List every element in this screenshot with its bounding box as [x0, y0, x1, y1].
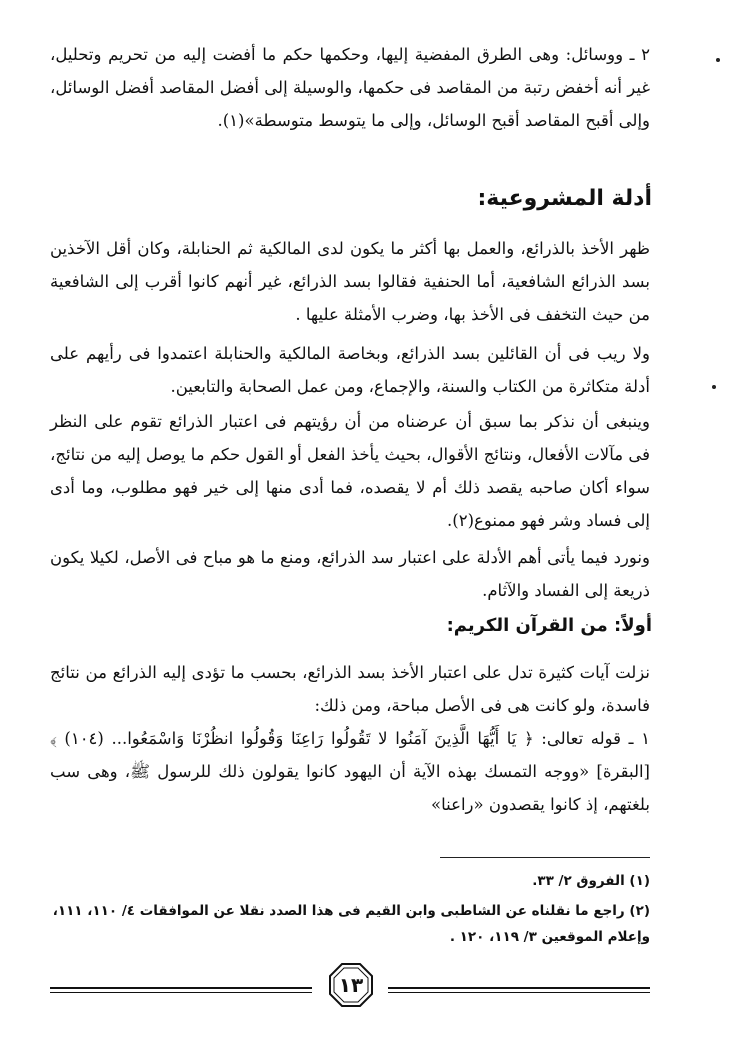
paragraph-wasail: ٢ ـ ووسائل: وهى الطرق المفضية إليها، وحكمها حكم ما أفضت إليه من تحريم وتحليل، غير أنه أخفض رتبة من المقاصد فى حكمها، والوسيلة إلى أفضل المقاصد أفضل الوسائل، وإلى أقبح المقاصد أقبح الوسائل، وإلى ما يتوسط متوسطة»(١).	[50, 45, 650, 130]
footer-rule-left	[50, 987, 312, 989]
footer-rule-right-thin	[388, 992, 650, 993]
section-heading-evidence: أدلة المشروعية:	[477, 186, 652, 211]
footer-rule-right	[388, 987, 650, 989]
paragraph-introduction: ونورد فيما يأتى أهم الأدلة على اعتبار سد الذرائع، ومنع ما هو مباح فى الأصل، لكيلا يكون ذريعة إلى الفساد والآثام.	[50, 548, 650, 600]
paragraph-quran-verses: نزلت آيات كثيرة تدل على اعتبار الأخذ بسد الذرائع، بحسب ما تؤدى إليه الذرائع من نتائج فاسدة، ولو كانت هى فى الأصل مباحة، ومن ذلك:	[50, 663, 650, 715]
footnote-2: (٢) راجع ما نقلناه عن الشاطبى وابن القيم فى هذا الصدد نقلا عن الموافقات ٤/ ١١٠، ١١١، وإعلام الموقعين ٣/ ١١٩، ١٢٠ .	[52, 903, 650, 945]
subsection-heading-quran: أولاً: من القرآن الكريم:	[446, 615, 652, 636]
page-number-badge	[328, 962, 374, 1008]
paragraph-consequences: وينبغى أن نذكر بما سبق أن عرضناه من أن رؤيتهم فى اعتبار الذرائع تقوم على النظر فى مآلات الأفعال، ونتائج الأقوال، بحيث يأخذ الفعل أو القول حكم ما يوصل إليه من نتائج، سواء أكان صاحبه يقصد ذلك أم لا يقصده، فما أدى منها إلى خير فهو مطلوب، وما أدى إلى فساد وشر فهو ممنوع(٢).	[50, 412, 650, 530]
page-footer	[50, 962, 650, 1012]
footnote-divider	[440, 857, 650, 858]
footer-rule-left-thin	[50, 992, 312, 993]
footnote-1: (١) الفروق ٢/ ٣٣.	[532, 873, 650, 889]
paragraph-evidence-sources: ولا ريب فى أن القائلين بسد الذرائع، وبخاصة المالكية والحنابلة اعتمدوا فى رأيهم على أدلة متكاثرة من الكتاب والسنة، والإجماع، ومن عمل الصحابة والتابعين.	[50, 344, 650, 396]
margin-mark-middle	[712, 385, 716, 389]
paragraph-verse-raina: ١ ـ قوله تعالى: ﴿ يَا أَيُّهَا الَّذِينَ آمَنُوا لا تَقُولُوا رَاعِنَا وَقُولُوا انظُرْنَا وَاسْمَعُوا... (١٠٤) ﴾ [البقرة] «ووجه التمسك بهذه الآية أن اليهود كانوا يقولون ذلك للرسول ﷺ، وهى سب بلغتهم، إذ كانوا يقصدون «راعنا»	[50, 729, 650, 814]
paragraph-madhhab-views: ظهر الأخذ بالذرائع، والعمل بها أكثر ما يكون لدى المالكية ثم الحنابلة، وكان أقل الآخذين بسد الذرائع الشافعية، أما الحنفية فقالوا بسد الذرائع، غير أنهم كانوا أقرب إلى الشافعية من حيث التخفف فى الأخذ بها، وضرب الأمثلة عليها .	[50, 239, 650, 324]
margin-mark-top	[716, 58, 720, 62]
page-number: ١٣	[338, 973, 364, 997]
